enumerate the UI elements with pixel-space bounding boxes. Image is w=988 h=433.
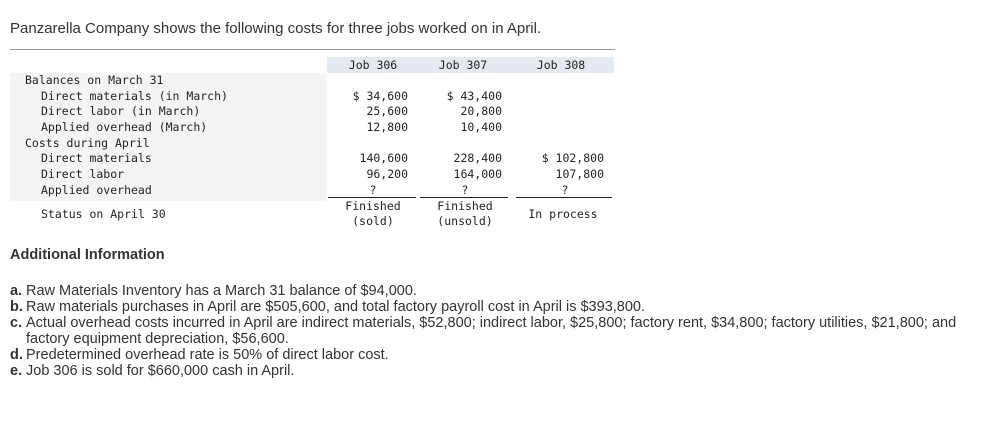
divider bbox=[10, 49, 615, 50]
cell-oh-march-307: 10,400 bbox=[460, 120, 502, 134]
row-label-dl-april: Direct labor bbox=[41, 167, 125, 181]
info-item-letter: d. bbox=[10, 347, 23, 363]
total-underline-307 bbox=[420, 197, 508, 198]
cell-dm-april-308: $ 102,800 bbox=[541, 151, 604, 165]
row-label-dm-april: Direct materials bbox=[41, 151, 152, 165]
info-item-text: Predetermined overhead rate is 50% of direct labor cost. bbox=[26, 347, 389, 363]
section-label-balances: Balances on March 31 bbox=[25, 73, 164, 87]
cell-dl-march-307: 20,800 bbox=[460, 104, 502, 118]
cell-dm-april-307: 228,400 bbox=[453, 151, 502, 165]
section-label-costs-april: Costs during April bbox=[25, 136, 150, 150]
cell-status-306-line2: (sold) bbox=[352, 214, 394, 228]
additional-info-heading: Additional Information bbox=[10, 247, 165, 263]
row-label-oh-april: Applied overhead bbox=[41, 183, 152, 197]
cell-dm-april-306: 140,600 bbox=[359, 151, 408, 165]
cell-oh-april-308: ? bbox=[561, 183, 569, 197]
row-label-dl-march: Direct labor (in March) bbox=[41, 104, 201, 118]
info-item-letter: a. bbox=[10, 283, 23, 299]
cell-status-308: In process bbox=[528, 207, 598, 221]
row-label-oh-march: Applied overhead (March) bbox=[41, 120, 208, 134]
total-underline-306 bbox=[328, 197, 416, 198]
info-item-text: Actual overhead costs incurred in April are indirect materials, $52,800; indirect labor, $25,800; factory rent, $34,800; factory utilities, $21,800; and factory equipment depreciation, $56,600. bbox=[26, 315, 957, 347]
cell-status-307-line1: Finished bbox=[437, 199, 493, 213]
row-label-status: Status on April 30 bbox=[41, 207, 166, 221]
cell-dm-march-307: $ 43,400 bbox=[446, 89, 502, 103]
column-header-job-306: Job 306 bbox=[348, 58, 398, 72]
info-item-d bbox=[10, 347, 970, 363]
column-header-job-307: Job 307 bbox=[438, 58, 488, 72]
cell-dl-april-308: 107,800 bbox=[555, 167, 604, 181]
cell-status-306-line1: Finished bbox=[345, 199, 401, 213]
cell-dl-april-306: 96,200 bbox=[366, 167, 408, 181]
column-header-job-308: Job 308 bbox=[536, 58, 586, 72]
row-label-dm-march: Direct materials (in March) bbox=[41, 89, 228, 103]
info-item-b bbox=[10, 299, 970, 315]
info-item-text: Raw Materials Inventory has a March 31 balance of $94,000. bbox=[26, 283, 417, 299]
cell-dl-march-306: 25,600 bbox=[366, 104, 408, 118]
cell-oh-april-306: ? bbox=[369, 183, 377, 197]
info-item-letter: b. bbox=[10, 299, 23, 315]
info-item-letter: e. bbox=[10, 363, 23, 379]
cell-status-307-line2: (unsold) bbox=[437, 214, 493, 228]
cell-dl-april-307: 164,000 bbox=[453, 167, 502, 181]
cell-dm-march-306: $ 34,600 bbox=[352, 89, 408, 103]
total-underline-308 bbox=[516, 197, 612, 198]
cell-oh-march-306: 12,800 bbox=[366, 120, 408, 134]
info-item-text: Raw materials purchases in April are $505,600, and total factory payroll cost in April is $393,800. bbox=[26, 299, 646, 315]
info-item-c bbox=[10, 315, 970, 347]
info-item-e bbox=[10, 363, 970, 379]
info-item-text: Job 306 is sold for $660,000 cash in April. bbox=[26, 363, 295, 379]
intro-text: Panzarella Company shows the following costs for three jobs worked on in April. bbox=[10, 20, 542, 37]
additional-info-list bbox=[10, 283, 970, 379]
info-item-a bbox=[10, 283, 970, 299]
info-item-letter: c. bbox=[10, 315, 23, 331]
cell-oh-april-307: ? bbox=[461, 183, 469, 197]
